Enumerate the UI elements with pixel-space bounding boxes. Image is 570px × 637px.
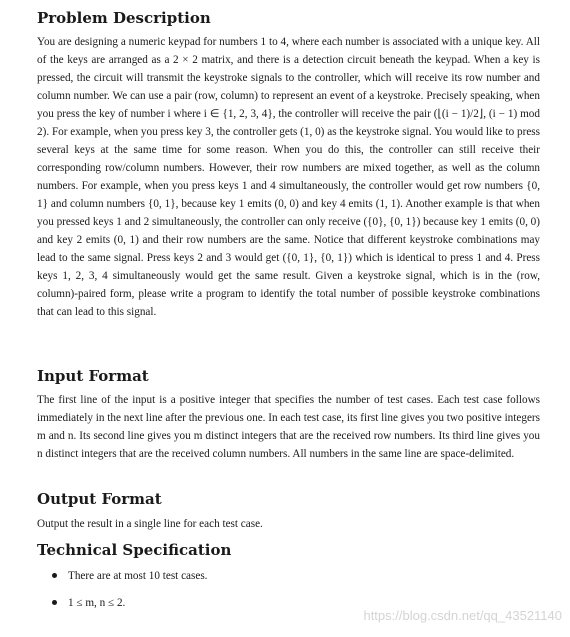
technical-specification-list (52, 567, 207, 621)
spec-item-text: There are at most 10 test cases. (68, 570, 208, 582)
bullet-icon (52, 573, 57, 578)
problem-description-heading: Problem Description (37, 9, 211, 27)
watermark-text: https://blog.csdn.net/qq_43521140 (363, 608, 562, 623)
output-format-heading: Output Format (37, 490, 162, 508)
technical-specification-heading: Technical Specification (37, 541, 232, 559)
input-format-text: The first line of the input is a positive integer that specifies the number of test cases. Each test case follows immediately in the next line after the previous one. In each test case, its first line gives you two positive integers m and n. Its second line gives you m distinct integers that are the received row numbers. Its third line gives you n distinct integers that are the received column numbers. All numbers in the same line are space-delimited. (37, 394, 540, 460)
output-format-text: Output the result in a single line for each test case. (37, 518, 263, 530)
input-format-heading: Input Format (37, 367, 149, 385)
spec-item (52, 594, 207, 621)
spec-item (52, 567, 207, 594)
problem-description-text: You are designing a numeric keypad for numbers 1 to 4, where each number is associated with a unique key. All of the keys are arranged as a 2 × 2 matrix, and there is a detection circuit beneath the keypad. When a key is pressed, the circuit will transmit the keystroke signals to the controller, which will receive its row number and column number. We can use a pair (row, column) to represent an event of a keystroke. Precisely speaking, when you press the key of number i where i ∈ {1, 2, 3, 4}, the controller will receive the pair (⌊(i − 1)/2⌋, (i − 1) mod 2). For example, when you press key 3, the controller gets (1, 0) as the keystroke signal. You would like to press several keys at the same time for some reason. When you do this, the controller can still receive their corresponding row/column numbers. However, their row numbers are mixed together, as well as the column numbers. For example, when you press keys 1 and 4 simultaneously, the controller would get row numbers {0, 1} and column numbers {0, 1}, because key 1 emits (0, 0) and key 4 emits (1, 1). Another example is that when you pressed keys 1 and 2 simultaneously, the controller can only receive ({0}, {0, 1}) because key 1 emits (0, 0) and key 2 emits (0, 1) and their row numbers are the same. Notice that different keystroke combinations may lead to the same signal. Press keys 2 and 3 would get ({0, 1}, {0, 1}) which is identical to press 1 and 4. Press keys 1, 2, 3, 4 simultaneously would get the same result. Given a keystroke signal, which is in the (row, column)-paired form, please write a program to identify the total number of possible keystroke combinations that can lead to this signal. (37, 36, 540, 318)
spec-item-text: 1 ≤ m, n ≤ 2. (68, 597, 126, 609)
bullet-icon (52, 600, 57, 605)
